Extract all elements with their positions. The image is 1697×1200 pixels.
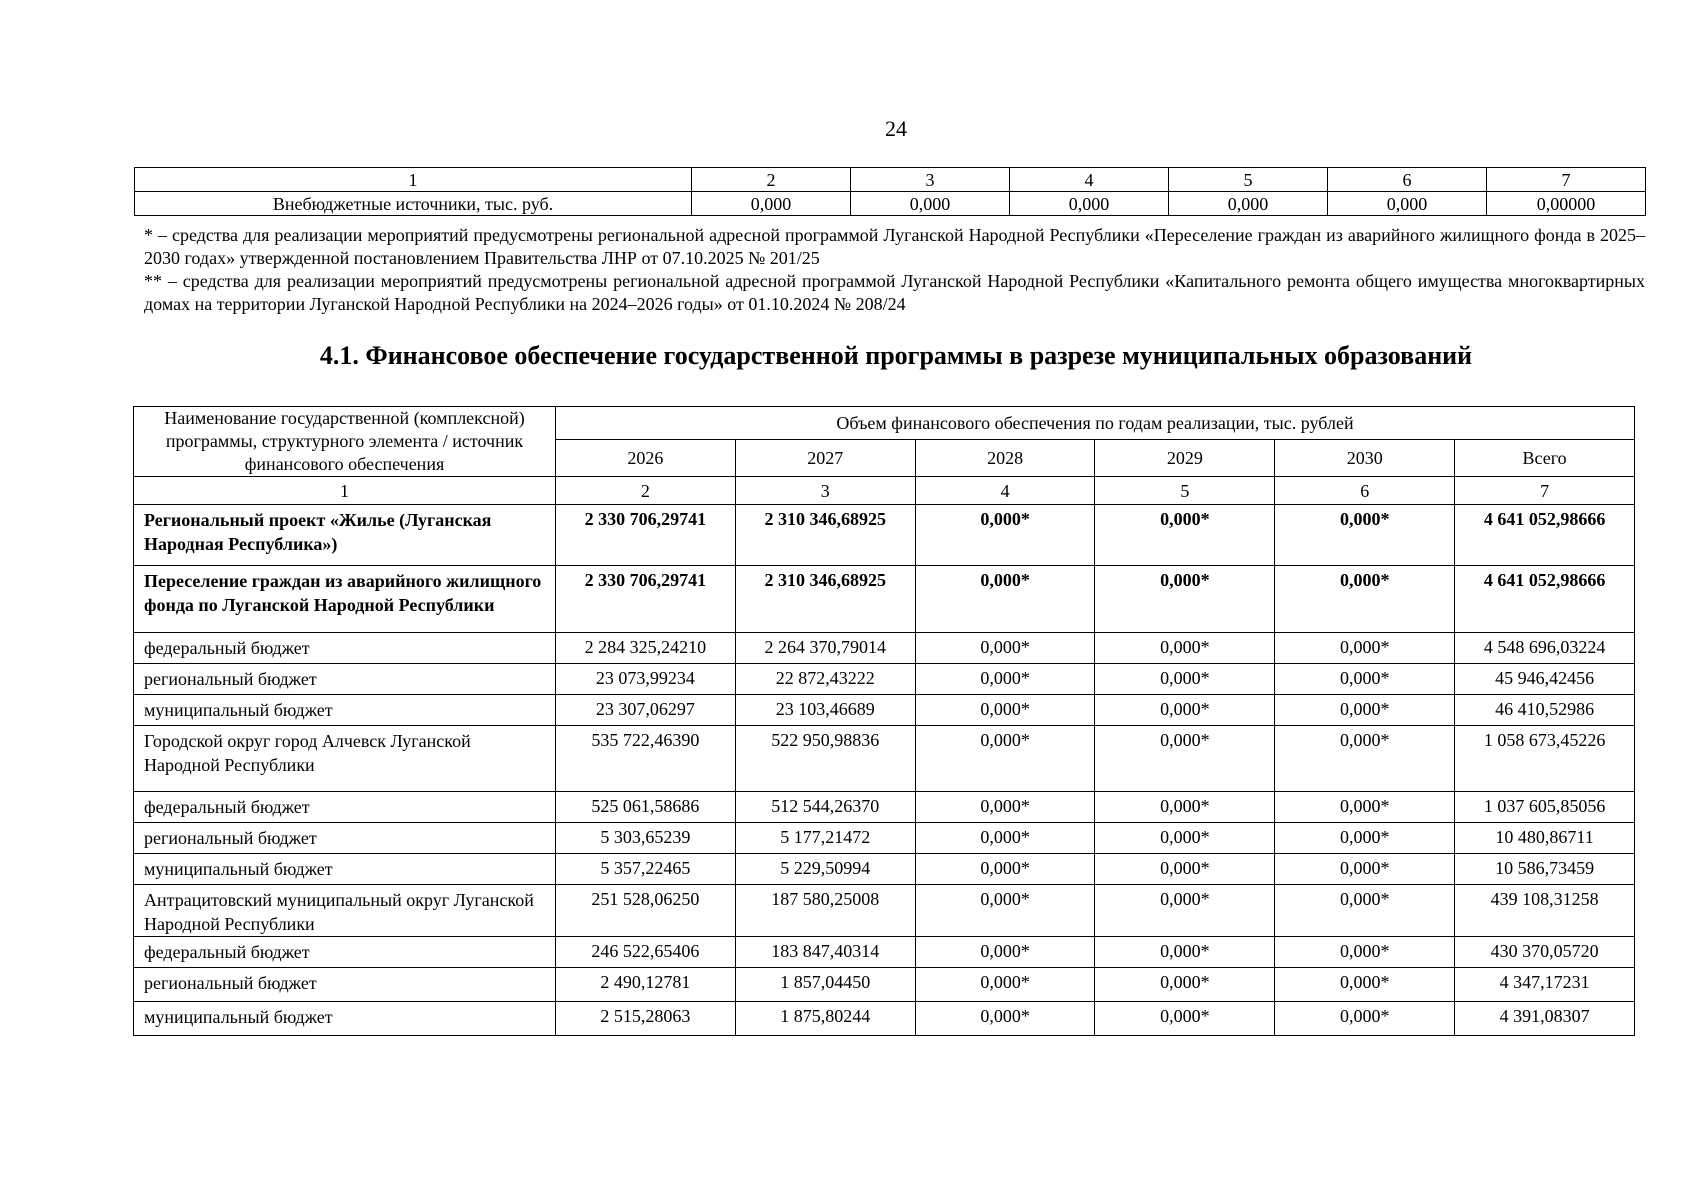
row-value: 0,000* xyxy=(1275,633,1455,664)
row-value: 23 103,46689 xyxy=(735,695,915,726)
row-name: Городской округ город Алчевск Луганской Народной Республики xyxy=(134,726,556,792)
row-value: 2 330 706,29741 xyxy=(556,505,736,566)
table-row xyxy=(134,695,1635,726)
top-table-value: 0,000 xyxy=(1169,192,1328,216)
header-year: 2029 xyxy=(1095,440,1275,477)
row-name: региональный бюджет xyxy=(134,664,556,695)
table-row xyxy=(134,505,1635,566)
table-row xyxy=(134,823,1635,854)
row-value: 46 410,52986 xyxy=(1455,695,1635,726)
top-table-value: 0,000 xyxy=(1328,192,1487,216)
row-value: 439 108,31258 xyxy=(1455,885,1635,937)
column-number: 5 xyxy=(1095,477,1275,505)
row-value: 2 310 346,68925 xyxy=(735,505,915,566)
row-value: 4 347,17231 xyxy=(1455,968,1635,1002)
row-value: 10 480,86711 xyxy=(1455,823,1635,854)
table-row xyxy=(134,885,1635,937)
row-value: 430 370,05720 xyxy=(1455,937,1635,968)
header-volume: Объем финансового обеспечения по годам реализации, тыс. рублей xyxy=(556,407,1635,440)
row-value: 22 872,43222 xyxy=(735,664,915,695)
row-value: 5 357,22465 xyxy=(556,854,736,885)
row-value: 251 528,06250 xyxy=(556,885,736,937)
row-value: 0,000* xyxy=(1095,968,1275,1002)
row-value: 0,000* xyxy=(1095,854,1275,885)
row-value: 0,000* xyxy=(915,1002,1095,1036)
row-value: 0,000* xyxy=(1095,505,1275,566)
row-value: 5 229,50994 xyxy=(735,854,915,885)
row-value: 45 946,42456 xyxy=(1455,664,1635,695)
row-value: 183 847,40314 xyxy=(735,937,915,968)
column-number: 1 xyxy=(134,477,556,505)
row-value: 10 586,73459 xyxy=(1455,854,1635,885)
top-table-value: 0,000 xyxy=(692,192,851,216)
top-table-col-number: 6 xyxy=(1328,168,1487,192)
row-value: 0,000* xyxy=(1275,505,1455,566)
financing-table xyxy=(133,406,1635,1036)
row-value: 2 310 346,68925 xyxy=(735,566,915,633)
row-value: 23 073,99234 xyxy=(556,664,736,695)
row-name: федеральный бюджет xyxy=(134,633,556,664)
row-name: Региональный проект «Жилье (Луганская Народная Республика») xyxy=(134,505,556,566)
table-row xyxy=(134,937,1635,968)
row-value: 5 303,65239 xyxy=(556,823,736,854)
top-table-col-number: 1 xyxy=(135,168,692,192)
row-value: 4 391,08307 xyxy=(1455,1002,1635,1036)
row-value: 0,000* xyxy=(1095,937,1275,968)
row-value: 0,000* xyxy=(915,885,1095,937)
column-number: 2 xyxy=(556,477,736,505)
row-value: 23 307,06297 xyxy=(556,695,736,726)
row-value: 0,000* xyxy=(1095,566,1275,633)
footnote-2: ** – средства для реализации мероприятий предусмотрены региональной адресной программой Луганской Народной Республики «Капитального ремонта общего имущества многоквартирных домах на территории Луганской Народной Республики на 2024–2026 годы» от 01.10.2024 № 208/24 xyxy=(144,271,1645,314)
top-table-value: 0,00000 xyxy=(1487,192,1646,216)
top-table-col-number: 3 xyxy=(851,168,1010,192)
header-year-total: Всего xyxy=(1455,440,1635,477)
section-title: 4.1. Финансовое обеспечение государственной программы в разрезе муниципальных образований xyxy=(319,341,1473,370)
row-value: 512 544,26370 xyxy=(735,792,915,823)
table-row xyxy=(134,1002,1635,1036)
row-value: 0,000* xyxy=(915,726,1095,792)
row-value: 0,000* xyxy=(1095,664,1275,695)
row-name: федеральный бюджет xyxy=(134,792,556,823)
row-value: 0,000* xyxy=(1095,633,1275,664)
table-row xyxy=(134,968,1635,1002)
row-value: 2 284 325,24210 xyxy=(556,633,736,664)
row-value: 0,000* xyxy=(1275,937,1455,968)
top-table-row-label: Внебюджетные источники, тыс. руб. xyxy=(135,192,692,216)
row-value: 4 548 696,03224 xyxy=(1455,633,1635,664)
row-name: региональный бюджет xyxy=(134,823,556,854)
page-number: 24 xyxy=(885,116,907,141)
row-value: 525 061,58686 xyxy=(556,792,736,823)
table-row xyxy=(134,566,1635,633)
row-value: 0,000* xyxy=(1275,664,1455,695)
row-value: 1 857,04450 xyxy=(735,968,915,1002)
header-year: 2030 xyxy=(1275,440,1455,477)
row-value: 522 950,98836 xyxy=(735,726,915,792)
row-value: 0,000* xyxy=(915,505,1095,566)
row-value: 0,000* xyxy=(1095,726,1275,792)
footnote-1: * – средства для реализации мероприятий предусмотрены региональной адресной программой Луганской Народной Республики «Переселение граждан из аварийного жилищного фонда в 2025–2030 годах» утвержденной постановлением Правительства ЛНР от 07.10.2025 № 201/25 xyxy=(144,225,1645,268)
row-value: 1 058 673,45226 xyxy=(1455,726,1635,792)
row-value: 1 037 605,85056 xyxy=(1455,792,1635,823)
row-value: 0,000* xyxy=(1275,566,1455,633)
row-name: муниципальный бюджет xyxy=(134,1002,556,1036)
column-number: 3 xyxy=(735,477,915,505)
row-name: федеральный бюджет xyxy=(134,937,556,968)
row-value: 0,000* xyxy=(915,566,1095,633)
row-value: 0,000* xyxy=(1095,1002,1275,1036)
row-value: 0,000* xyxy=(915,633,1095,664)
row-value: 0,000* xyxy=(915,968,1095,1002)
row-value: 0,000* xyxy=(1275,792,1455,823)
table-row xyxy=(134,854,1635,885)
column-numbers-row xyxy=(134,477,1635,505)
row-name: Переселение граждан из аварийного жилищного фонда по Луганской Народной Республики xyxy=(134,566,556,633)
column-number: 7 xyxy=(1455,477,1635,505)
row-value: 0,000* xyxy=(1095,695,1275,726)
row-name: региональный бюджет xyxy=(134,968,556,1002)
row-value: 0,000* xyxy=(915,792,1095,823)
header-row-top xyxy=(134,407,1635,440)
top-table-col-number: 2 xyxy=(692,168,851,192)
row-name: Антрацитовский муниципальный округ Луганской Народной Республики xyxy=(134,885,556,937)
row-value: 0,000* xyxy=(1275,695,1455,726)
column-number: 6 xyxy=(1275,477,1455,505)
row-value: 2 330 706,29741 xyxy=(556,566,736,633)
top-table-value: 0,000 xyxy=(1010,192,1169,216)
row-value: 0,000* xyxy=(1095,792,1275,823)
top-table-col-number: 7 xyxy=(1487,168,1646,192)
table-row xyxy=(134,633,1635,664)
row-name: муниципальный бюджет xyxy=(134,854,556,885)
row-value: 0,000* xyxy=(915,937,1095,968)
row-value: 0,000* xyxy=(1275,823,1455,854)
row-value: 2 490,12781 xyxy=(556,968,736,1002)
row-value: 4 641 052,98666 xyxy=(1455,505,1635,566)
row-value: 246 522,65406 xyxy=(556,937,736,968)
row-name: муниципальный бюджет xyxy=(134,695,556,726)
row-value: 0,000* xyxy=(915,695,1095,726)
top-table-value: 0,000 xyxy=(851,192,1010,216)
row-value: 0,000* xyxy=(1275,854,1455,885)
row-value: 0,000* xyxy=(1275,885,1455,937)
row-value: 0,000* xyxy=(1095,885,1275,937)
top-table-col-number: 4 xyxy=(1010,168,1169,192)
row-value: 2 515,28063 xyxy=(556,1002,736,1036)
table-row xyxy=(134,664,1635,695)
row-value: 0,000* xyxy=(915,664,1095,695)
row-value: 535 722,46390 xyxy=(556,726,736,792)
table-row xyxy=(134,726,1635,792)
top-table-col-number: 5 xyxy=(1169,168,1328,192)
row-value: 0,000* xyxy=(915,854,1095,885)
top-continuation-table xyxy=(134,167,1646,216)
row-value: 5 177,21472 xyxy=(735,823,915,854)
row-value: 187 580,25008 xyxy=(735,885,915,937)
top-table-row-extrabudgetary xyxy=(135,192,1646,216)
row-value: 0,000* xyxy=(1095,823,1275,854)
row-value: 0,000* xyxy=(1275,726,1455,792)
top-table-header-row xyxy=(135,168,1646,192)
row-value: 0,000* xyxy=(915,823,1095,854)
row-value: 1 875,80244 xyxy=(735,1002,915,1036)
row-value: 0,000* xyxy=(1275,968,1455,1002)
row-value: 0,000* xyxy=(1275,1002,1455,1036)
footnotes xyxy=(144,224,1645,316)
header-name-column: Наименование государственной (комплексной) программы, структурного элемента / источник финансового обеспечения xyxy=(134,407,556,477)
row-value: 2 264 370,79014 xyxy=(735,633,915,664)
column-number: 4 xyxy=(915,477,1095,505)
header-year: 2028 xyxy=(915,440,1095,477)
table-row xyxy=(134,792,1635,823)
row-value: 4 641 052,98666 xyxy=(1455,566,1635,633)
header-year: 2027 xyxy=(735,440,915,477)
header-year: 2026 xyxy=(556,440,736,477)
